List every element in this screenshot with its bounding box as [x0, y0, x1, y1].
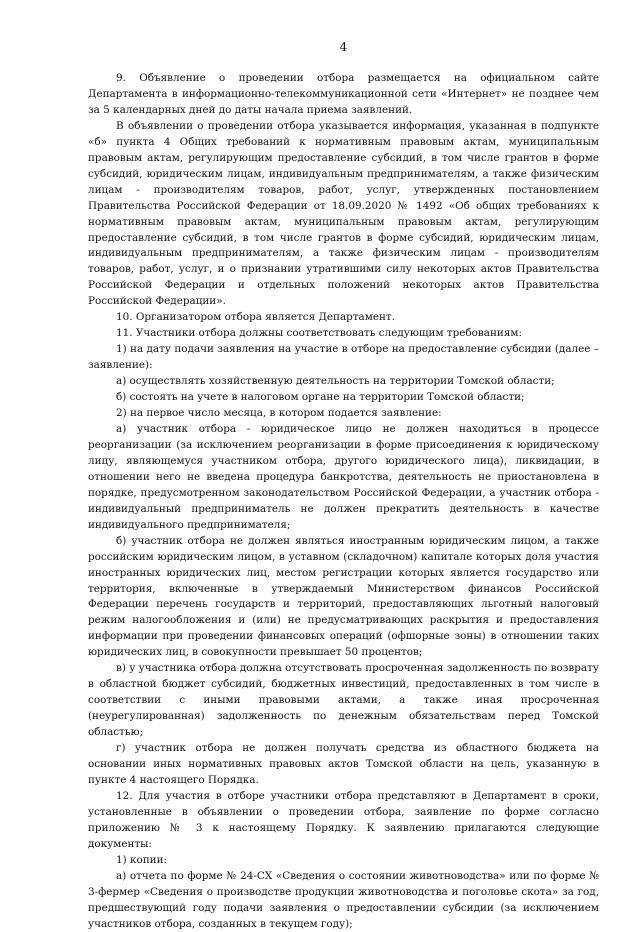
paragraph: а) отчета по форме № 24-СХ «Сведения о состоянии животноводства» или по форме № 3-фермер «Сведения о производстве продукции животноводства и поголовье скота» за год, предшествующий году подачи заявления о предоставлении субсидии (за исключением участников отбора, созданных в текущем году); — [88, 869, 599, 930]
paragraph: 11. Участники отбора должны соответствовать следующим требованиям: — [116, 327, 522, 340]
paragraph: в) у участника отбора должна отсутствовать просроченная задолженность по возврату в областной бюджет субсидий, бюджетных инвестиций, предоставленных в том числе в соответствии с иными правовыми актами, а также иная просроченная (неурегулированная) задолженность по денежным обязательствам перед Томской областью; — [88, 662, 599, 739]
paragraph: а) осуществлять хозяйственную деятельность на территории Томской области; — [116, 375, 555, 388]
paragraph: 10. Организатором отбора является Департамент. — [116, 311, 395, 324]
paragraph: б) участник отбора не должен являться иностранным юридическим лицом, а также российским юридическим лицом, в уставном (складочном) капитале которых доля участия иностранных юридических лиц, местом регистрации которых является государство или территория, включенные в утверждаемый Министерством финансов Российской Федерации перечень государств и территорий, предоставляющих льготный налоговый режим налогообложения и (или) не предусматривающих раскрытия и предоставления информации при проведении финансовых операций (офшорные зоны) в отношении таких юридических лиц, в совокупности превышает 50 процентов; — [88, 534, 599, 659]
paragraph: б) состоять на учете в налоговом органе на территории Томской области; — [116, 391, 525, 404]
paragraph: г) участник отбора не должен получать средства из областного бюджета на основании иных нормативных правовых актов Томской области на цель, указанную в пункте 4 настоящего Порядка. — [88, 742, 599, 786]
document-body — [88, 71, 599, 932]
paragraph: а) участник отбора - юридическое лицо не должен находиться в процессе реорганизации (за исключением реорганизации в форме присоединения к юридическому лицу, являющемуся участником отбора, другого юридического лица), ликвидации, в отношении него не введена процедура банкротства, деятельность не приостановлена в порядке, предусмотренном законодательством Российской Федерации, а участник отбора - индивидуальный предприниматель не должен прекратить деятельность в качестве индивидуального предпринимателя; — [88, 422, 599, 531]
paragraph: 1) на дату подачи заявления на участие в отборе на предоставление субсидии (далее – заявление): — [88, 343, 599, 372]
paragraph: 9. Объявление о проведении отбора размещается на официальном сайте Департамента в информационно-телекоммуникационной сети «Интернет» не позднее чем за 5 календарных дней до даты начала приема заявлений. — [88, 72, 599, 116]
page-number: 4 — [339, 40, 348, 54]
paragraph: 2) на первое число месяца, в котором подается заявление: — [116, 407, 442, 420]
paragraph: 12. Для участия в отборе участники отбора представляют в Департамент в сроки, установленные в объявлении о проведении отбора, заявление по форме согласно приложению № 3 к настоящему Порядку. К заявлению прилагаются следующие документы: — [88, 789, 599, 850]
paragraph: 1) копии: — [116, 853, 167, 866]
paragraph: В объявлении о проведении отбора указывается информация, указанная в подпункте «б» пункта 4 Общих требований к нормативным правовым актам, муниципальным правовым актам, регулирующим предоставление субсидий, в том числе грантов в форме субсидий, юридическим лицам, индивидуальным предпринимателям, а также физическим лицам - производителям товаров, работ, услуг, утвержденных постановлением Правительства Российской Федерации от 18.09.2020 № 1492 «Об общих требованиях к нормативным правовым актам, муниципальным правовым актам, регулирующим предоставление субсидий, в том числе грантов в форме субсидий, юридическим лицам, индивидуальным предпринимателям, а также физическим лицам - производителям товаров, работ, услуг, и о признании утратившими силу некоторых актов Правительства Российской Федерации и отдельных положений некоторых актов Правительства Российской Федерации». — [88, 119, 599, 308]
